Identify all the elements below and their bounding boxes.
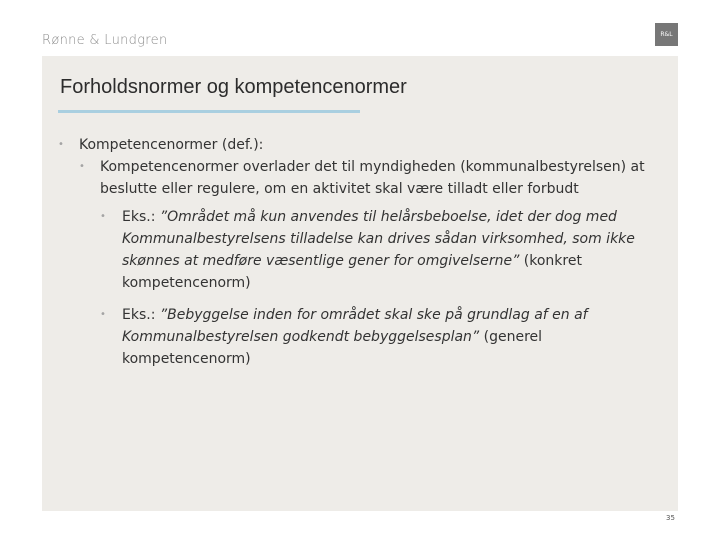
slide-title: Forholdsnormer og kompetencenormer bbox=[60, 76, 407, 98]
example-suffix: (generel kompetencenorm) bbox=[122, 329, 543, 367]
bullet-icon: • bbox=[58, 139, 64, 150]
company-logo: Rønne & Lundgren bbox=[42, 33, 168, 48]
logo-badge: R&L bbox=[655, 23, 678, 46]
slide-content bbox=[58, 134, 668, 370]
bullet-icon: • bbox=[100, 211, 106, 222]
bullet-level3-item bbox=[100, 304, 668, 370]
example-quote: ”Området må kun anvendes til helårsbeboelse, idet der dog med Kommunalbestyrelsens tilladelse kan drives sådan virksomhed, som ikke skønnes at medføre væsentlige gener for omgivelserne” bbox=[122, 209, 635, 269]
bullet-level1-item bbox=[58, 134, 668, 156]
bullet-text: Kompetencenormer overlader det til myndigheden (kommunalbestyrelsen) at beslutte eller regulere, om en aktivitet skal være tilladt eller forbudt bbox=[100, 159, 645, 197]
example-quote: ”Bebyggelse inden for området skal ske på grundlag af en af Kommunalbestyrelsen godkendt bebyggelsesplan” bbox=[122, 307, 588, 345]
example-prefix: Eks.: bbox=[122, 209, 160, 225]
title-underline bbox=[58, 110, 360, 113]
example-suffix: (konkret kompetencenorm) bbox=[122, 253, 582, 291]
page-number: 35 bbox=[666, 514, 675, 522]
bullet-icon: • bbox=[100, 309, 106, 320]
bullet-text: Kompetencenormer (def.): bbox=[79, 137, 264, 153]
bullet-level2-item bbox=[79, 156, 668, 200]
bullet-level3-item bbox=[100, 206, 668, 294]
example-prefix: Eks.: bbox=[122, 307, 160, 323]
bullet-icon: • bbox=[79, 161, 85, 172]
